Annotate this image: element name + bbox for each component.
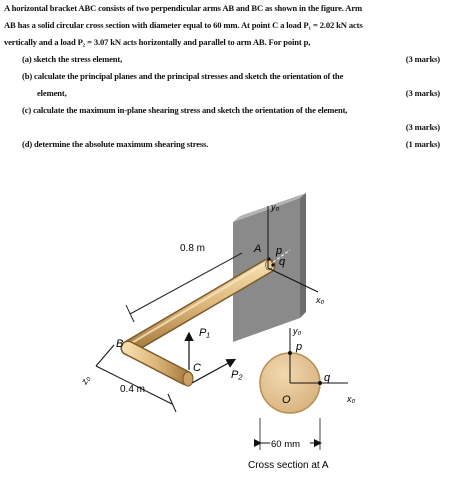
section-q-label: q (324, 372, 331, 384)
point-c-label: C (193, 362, 201, 374)
section-origin-label: O (282, 394, 291, 406)
part-b-text: element, (37, 88, 67, 98)
point-q-marker (271, 263, 274, 266)
problem-line-3: vertically and a load P₂ = 3.07 kN acts horizontally and parallel to arm AB. For point p, (4, 37, 311, 47)
dimension-bc-label: 0.4 m (120, 384, 146, 395)
section-point-q (318, 381, 322, 385)
part-a-marks: (3 marks) (405, 54, 440, 64)
section-axis-x0-label: x₀ (347, 394, 356, 404)
arm-bc (128, 348, 193, 386)
problem-line-2: AB has a solid circular cross section with diameter equal to 60 mm. At point C a load P₁ = 2.02 kN acts (4, 20, 363, 30)
axis-y0-label: y₀ (271, 202, 280, 212)
point-b-label: B (116, 338, 124, 350)
cross-section (248, 326, 356, 471)
axis-z0-label: z₀ (79, 373, 92, 386)
load-p2-label: P₂ (231, 369, 243, 381)
part-d-text: (d) determine the absolute maximum shearing stress. (22, 139, 209, 149)
part-c-marks: (3 marks) (405, 122, 440, 132)
part-c-line-1: (c) calculate the maximum in-plane shearing stress and sketch the orientation of the element, (22, 105, 348, 115)
load-p1-label: P₁ (199, 327, 210, 339)
axis-x0-label: x₀ (316, 295, 325, 305)
point-p-label: p (276, 245, 283, 257)
part-d-marks: (1 marks) (405, 139, 440, 149)
dimension-ab-label: 0.8 m (180, 243, 206, 254)
part-a-text: (a) sketch the stress element, (22, 54, 123, 64)
section-point-p (288, 351, 292, 355)
part-b-line-1: (b) calculate the principal planes and the principal stresses and sketch the orientation of the (22, 71, 344, 81)
part-b-marks: (3 marks) (405, 88, 440, 98)
section-axis-y0-label: y₀ (293, 326, 302, 336)
point-a-label: A (254, 243, 262, 255)
cross-section-caption: Cross section at A (248, 460, 329, 471)
point-q-label: q (279, 256, 286, 268)
section-p-label: p (296, 341, 303, 353)
diameter-label: 60 mm (271, 439, 301, 450)
problem-line-1: A horizontal bracket ABC consists of two perpendicular arms AB and BC as shown in the figure. Arm (4, 3, 363, 13)
